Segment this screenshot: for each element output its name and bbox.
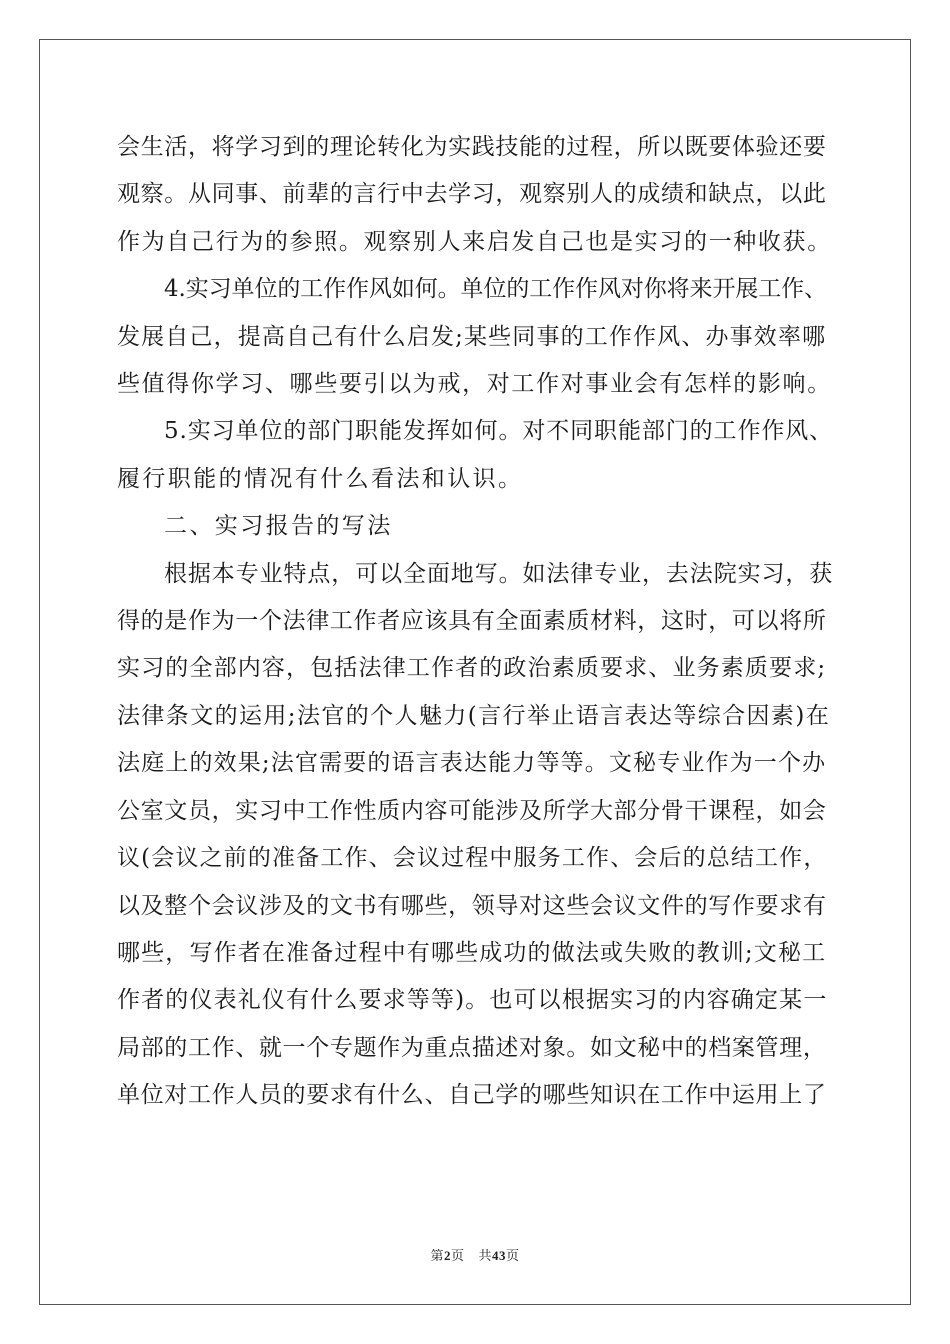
text-line: 局部的工作、就一个专题作为重点描述对象。如文秘中的档案管理， [117, 1034, 827, 1061]
text-line: 会生活，将学习到的理论转化为实践技能的过程，所以既要体验还要 [117, 134, 827, 160]
page-suffix: 页 [450, 1249, 465, 1264]
text-line: 法庭上的效果;法官需要的语言表达能力等等。文秘专业作为一个办 [117, 750, 827, 777]
text-line: 单位对工作人员的要求有什么、自己学的哪些知识在工作中运用上了 [117, 1082, 827, 1109]
text-line: 作为自己行为的参照。观察别人来启发自己也是实习的一种收获。 [117, 228, 832, 255]
text-line: 法律条文的运用;法官的个人魅力(言行举止语言表达等综合因素)在 [117, 702, 831, 729]
text-line: 4.实习单位的工作作风如何。单位的工作作风对你将来开展工作、 [164, 276, 827, 303]
text-line: 以及整个会议涉及的文书有哪些，领导对这些会议文件的写作要求有 [117, 892, 827, 919]
text-line: 得的是作为一个法律工作者应该具有全面素质材料，这时，可以将所 [117, 608, 827, 635]
total-prefix: 共 [478, 1249, 493, 1264]
text-line: 哪些，写作者在准备过程中有哪些成功的做法或失败的教训;文秘工 [117, 939, 827, 966]
text-line: 观察。从同事、前辈的言行中去学习，观察别人的成绩和缺点，以此 [117, 181, 827, 208]
text-line: 公室文员，实习中工作性质内容可能涉及所学大部分骨干课程，如会 [117, 797, 827, 824]
text-line: 作者的仪表礼仪有什么要求等等)。也可以根据实习的内容确定某一 [117, 987, 828, 1014]
text-line: 些值得你学习、哪些要引以为戒，对工作对事业会有怎样的影响。 [117, 371, 832, 398]
total-pages: 43 [492, 1248, 507, 1263]
text-line: 实习的全部内容，包括法律工作者的政治素质要求、业务素质要求; [117, 655, 827, 682]
section-heading: 二、实习报告的写法 [164, 513, 393, 540]
page-number: 2 [443, 1248, 451, 1263]
text-line: 发展自己，提高自己有什么启发;某些同事的工作作风、办事效率哪 [117, 323, 827, 350]
page-prefix: 第 [430, 1249, 444, 1264]
page-footer [0, 1245, 950, 1264]
text-line: 5.实习单位的部门职能发挥如何。对不同职能部门的工作作风、 [164, 418, 834, 445]
total-suffix: 页 [506, 1249, 520, 1264]
text-line: 履行职能的情况有什么看法和认识。 [117, 465, 524, 492]
text-line: 根据本专业特点，可以全面地写。如法律专业，去法院实习，获 [164, 560, 834, 587]
text-line: 议(会议之前的准备工作、会议过程中服务工作、会后的总结工作， [117, 845, 828, 872]
document-body [117, 124, 833, 1120]
